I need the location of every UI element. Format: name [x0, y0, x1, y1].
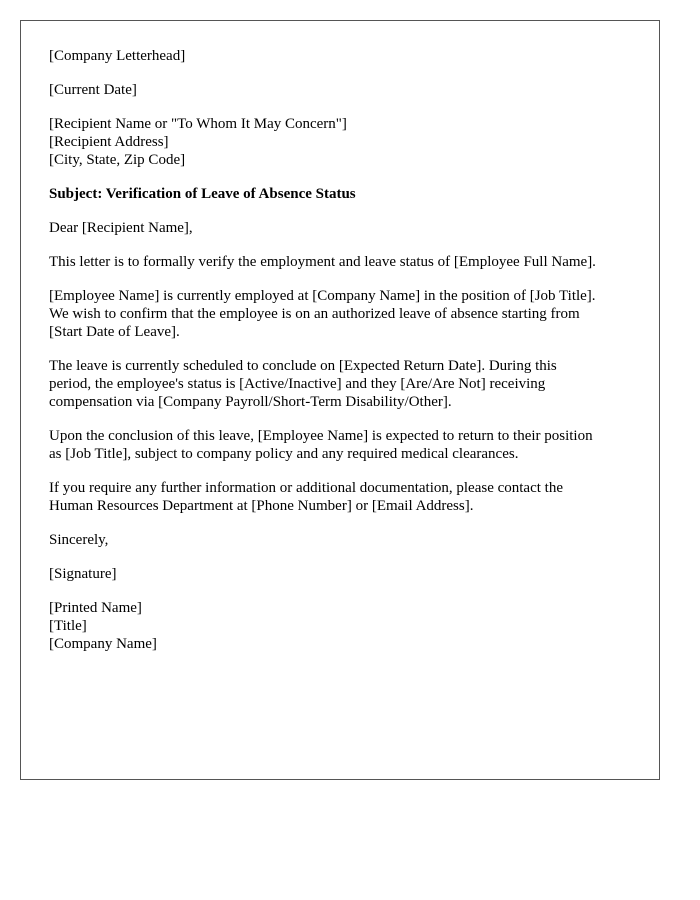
- paragraph-line: We wish to confirm that the employee is on an authorized leave of absence starting from: [49, 306, 580, 322]
- letter-page: [20, 20, 660, 780]
- signer-title: [Title]: [49, 618, 87, 634]
- paragraph-line: compensation via [Company Payroll/Short-Term Disability/Other].: [49, 394, 452, 410]
- body-paragraph-3: [49, 357, 631, 411]
- letter-subject: Subject: Verification of Leave of Absence Status: [49, 186, 356, 202]
- salutation: Dear [Recipient Name],: [49, 220, 193, 236]
- paragraph-line: Human Resources Department at [Phone Number] or [Email Address].: [49, 498, 474, 514]
- paragraph-line: This letter is to formally verify the employment and leave status of [Employee Full Name].: [49, 254, 596, 270]
- paragraph-line: [Employee Name] is currently employed at [Company Name] in the position of [Job Title].: [49, 288, 596, 304]
- recipient-address: [Recipient Address]: [49, 134, 169, 150]
- paragraph-line: period, the employee's status is [Active/Inactive] and they [Are/Are Not] receiving: [49, 376, 546, 392]
- paragraph-line: [Start Date of Leave].: [49, 324, 180, 340]
- paragraph-line: The leave is currently scheduled to conclude on [Expected Return Date]. During this: [49, 358, 557, 374]
- signer-block: [49, 599, 631, 653]
- recipient-block: [49, 115, 631, 169]
- paragraph-line: If you require any further information or additional documentation, please contact the: [49, 480, 563, 496]
- signature-placeholder: [Signature]: [49, 566, 117, 582]
- body-paragraph-5: [49, 479, 631, 515]
- body-paragraph-2: [49, 287, 631, 341]
- paragraph-line: Upon the conclusion of this leave, [Employee Name] is expected to return to their position: [49, 428, 593, 444]
- closing: Sincerely,: [49, 532, 109, 548]
- recipient-city-state-zip: [City, State, Zip Code]: [49, 152, 186, 168]
- company-letterhead: [Company Letterhead]: [49, 48, 186, 64]
- paragraph-line: as [Job Title], subject to company policy and any required medical clearances.: [49, 446, 519, 462]
- body-paragraph-4: [49, 427, 631, 463]
- body-paragraph-1: [49, 253, 631, 271]
- letter-date: [Current Date]: [49, 82, 137, 98]
- signer-company: [Company Name]: [49, 636, 157, 652]
- signer-printed-name: [Printed Name]: [49, 600, 142, 616]
- recipient-name: [Recipient Name or "To Whom It May Concern"]: [49, 116, 347, 132]
